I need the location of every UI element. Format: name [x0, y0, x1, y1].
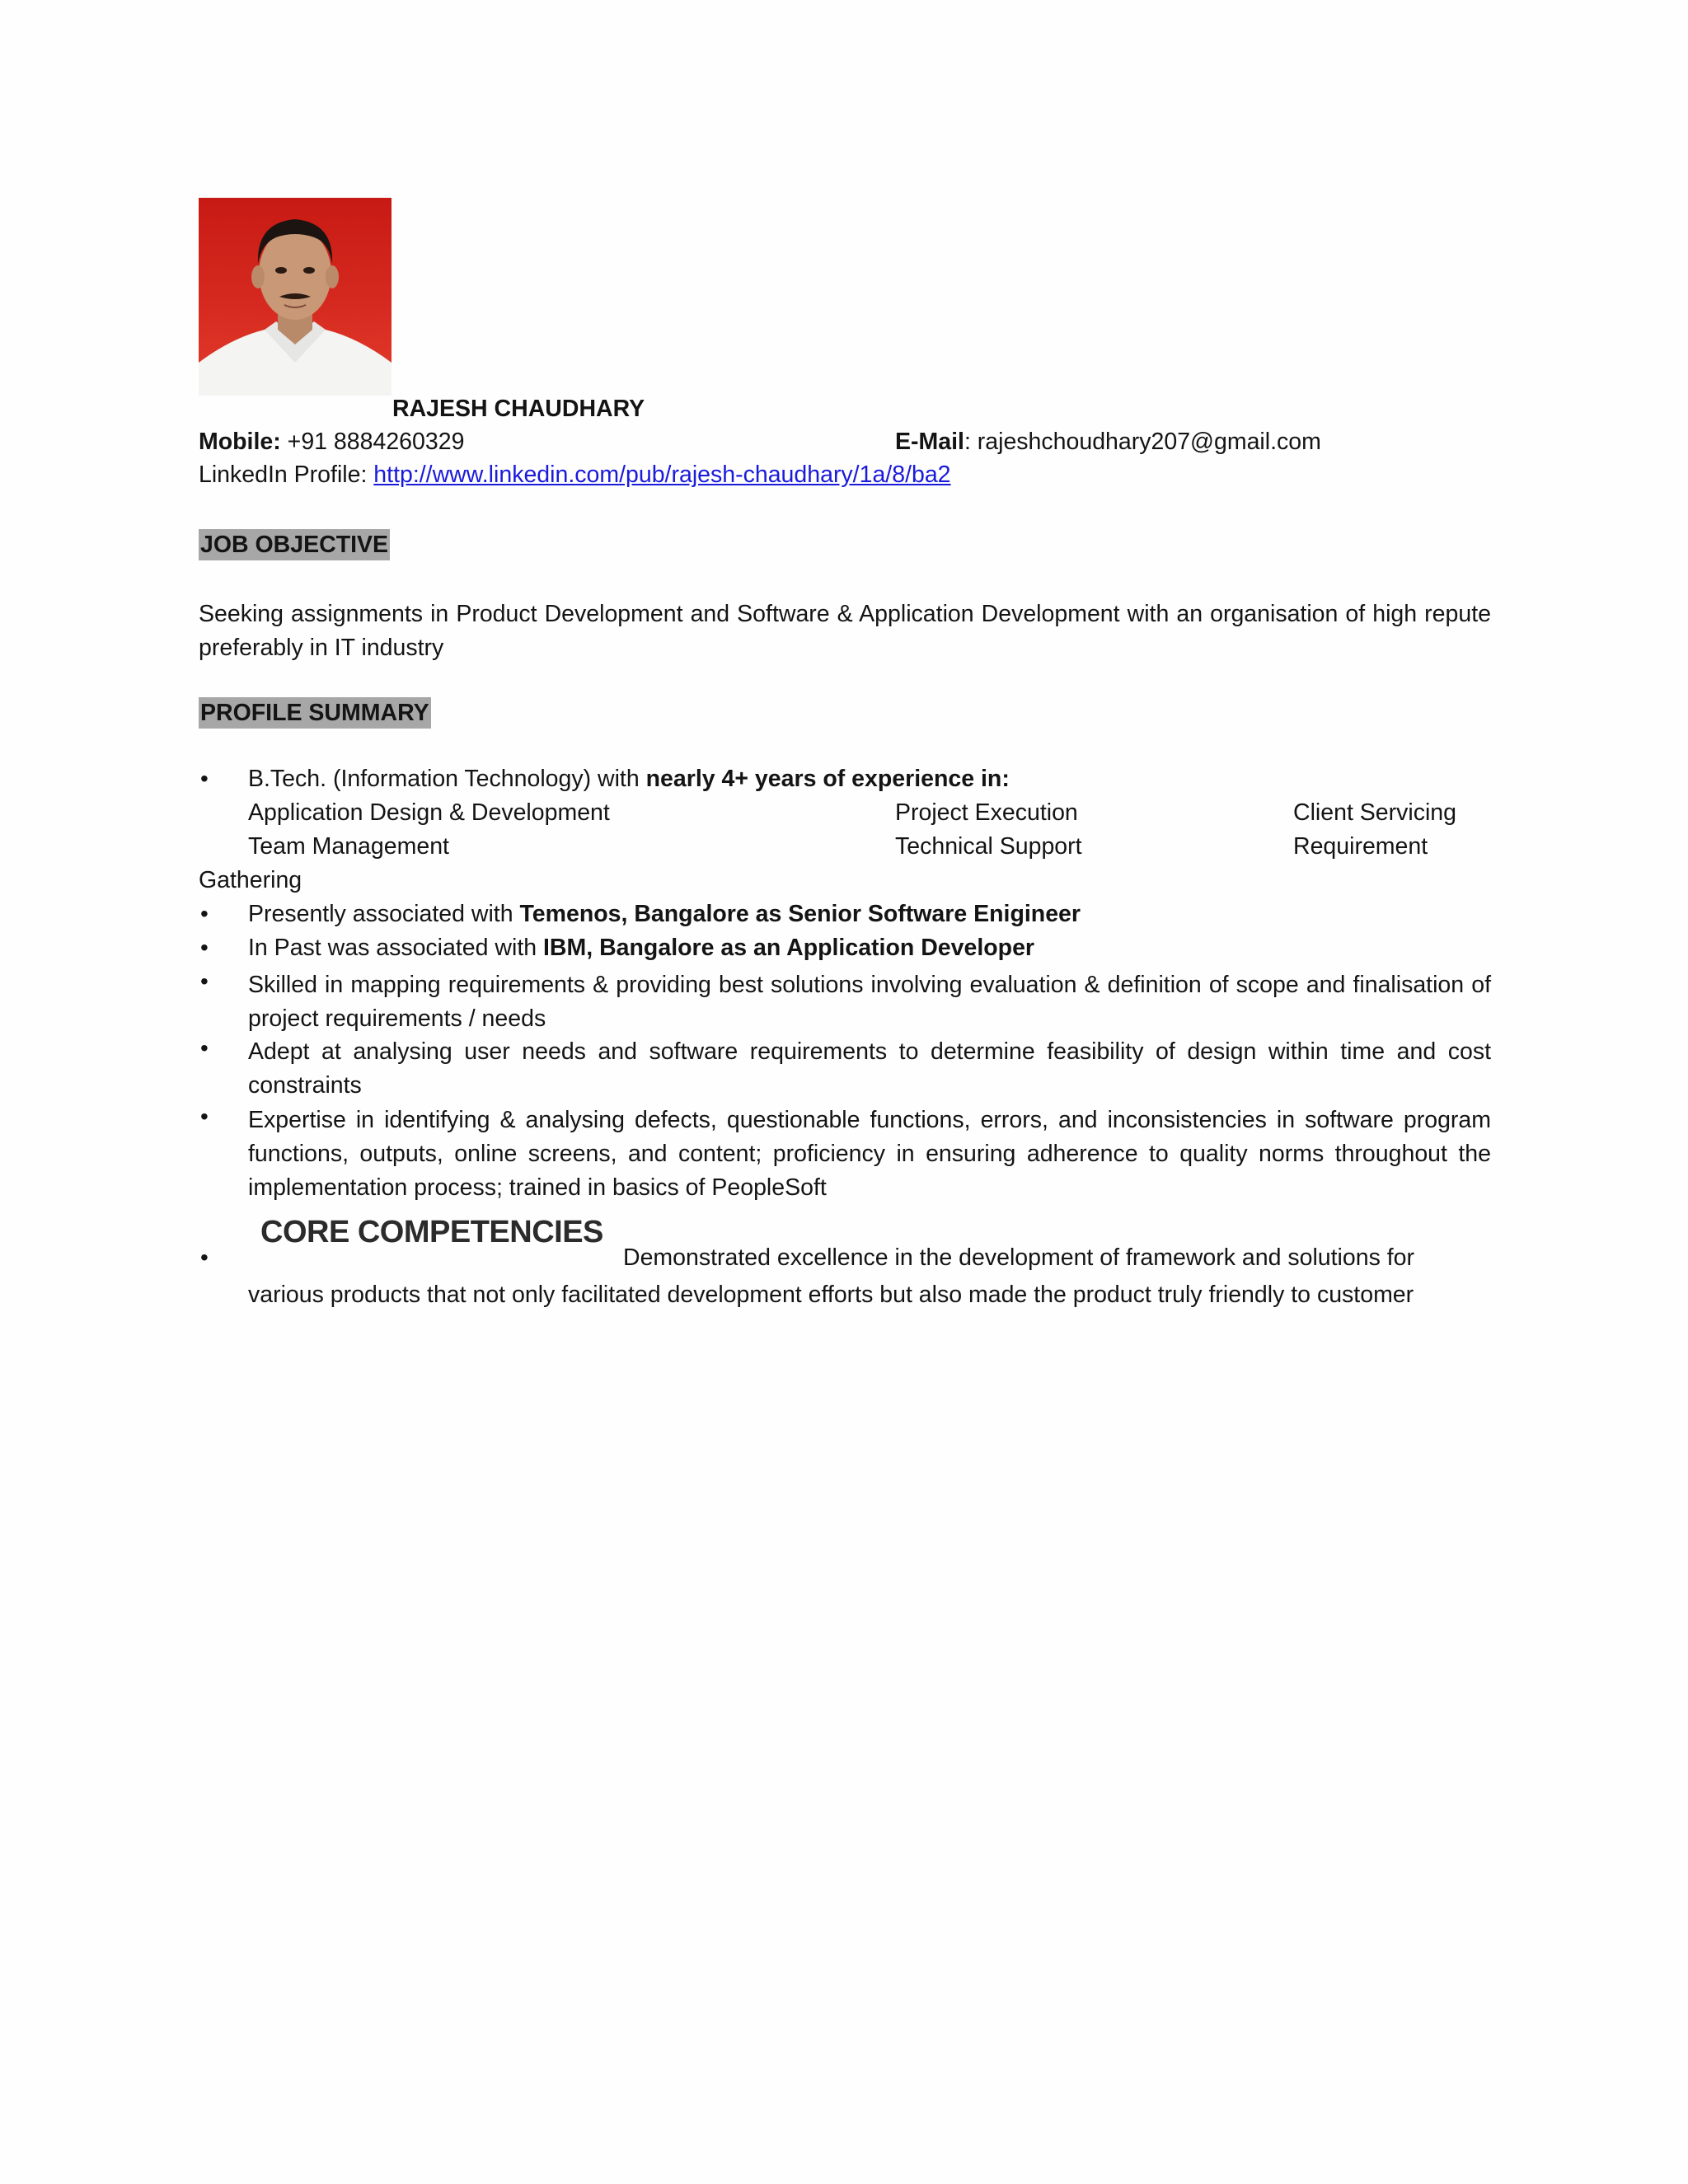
- job-objective-heading: JOB OBJECTIVE: [199, 529, 390, 560]
- mobile-value: +91 8884260329: [287, 429, 465, 455]
- email-line: [895, 429, 1321, 456]
- bullet-icon: •: [200, 1035, 209, 1061]
- experience-highlight: nearly 4+ years of experience in:: [645, 766, 1010, 792]
- bullet-icon: •: [200, 1104, 209, 1129]
- education-text: B.Tech. (Information Technology) with: [248, 766, 646, 792]
- bullet-icon: •: [200, 901, 209, 926]
- linkedin-label: LinkedIn Profile:: [199, 462, 368, 488]
- core-competencies-heading: CORE COMPETENCIES: [260, 1215, 603, 1249]
- skill-item: Requirement: [1293, 833, 1428, 860]
- bullet-icon: •: [200, 766, 209, 791]
- skill-item-wrap: Gathering: [199, 867, 302, 893]
- list-item-past-employer: [248, 935, 1034, 962]
- job-objective-text: Seeking assignments in Product Development and Software & Application Development with an organisation of high repute preferably in IT industry: [199, 601, 1491, 661]
- person-portrait-icon: [199, 198, 392, 396]
- current-employer-prefix: Presently associated with: [248, 901, 520, 927]
- list-item-excellence-line1: Demonstrated excellence in the development of framework and solutions for: [623, 1244, 1415, 1271]
- email-separator: :: [964, 429, 971, 455]
- skill-item: Technical Support: [895, 833, 1082, 860]
- list-item-requirements: Skilled in mapping requirements & providing best solutions involving evaluation & definition of scope and finalisation of project requirements / needs: [248, 972, 1491, 1032]
- linkedin-line: [199, 462, 951, 489]
- bullet-icon: •: [200, 1244, 209, 1270]
- past-employer-name: IBM, Bangalore as an Application Developer: [543, 935, 1035, 961]
- skill-item: Team Management: [248, 833, 449, 860]
- mobile-line: [199, 429, 464, 456]
- profile-summary-heading: PROFILE SUMMARY: [199, 697, 431, 729]
- candidate-name: RAJESH CHAUDHARY: [392, 396, 645, 422]
- current-employer-name: Temenos, Bangalore as Senior Software Enigineer: [519, 901, 1081, 927]
- mobile-label: Mobile:: [199, 429, 281, 455]
- list-item-education: [248, 766, 1010, 793]
- email-value: rajeshchoudhary207@gmail.com: [977, 429, 1321, 455]
- bullet-icon: •: [200, 968, 209, 994]
- email-label: E-Mail: [895, 429, 964, 455]
- bullet-icon: •: [200, 935, 209, 960]
- skill-item: Application Design & Development: [248, 799, 610, 826]
- list-item-analysis: Adept at analysing user needs and software requirements to determine feasibility of design within time and cost constraints: [248, 1038, 1491, 1099]
- list-item-excellence-rest: various products that not only facilitated development efforts but also made the product truly friendly to customer: [248, 1282, 1414, 1308]
- list-item-current-employer: [248, 901, 1081, 928]
- past-employer-prefix: In Past was associated with: [248, 935, 544, 961]
- list-item-expertise: Expertise in identifying & analysing defects, questionable functions, errors, and inconsistencies in software program functions, outputs, online screens, and content; proficiency in ensuring adherence to quality norms throughout the implementation process; trained in basics of PeopleSoft: [248, 1107, 1491, 1201]
- linkedin-link[interactable]: http://www.linkedin.com/pub/rajesh-chaudhary/1a/8/ba2: [373, 462, 951, 488]
- skill-item: Project Execution: [895, 799, 1078, 826]
- skill-item: Client Servicing: [1293, 799, 1456, 826]
- profile-photo: [199, 198, 392, 396]
